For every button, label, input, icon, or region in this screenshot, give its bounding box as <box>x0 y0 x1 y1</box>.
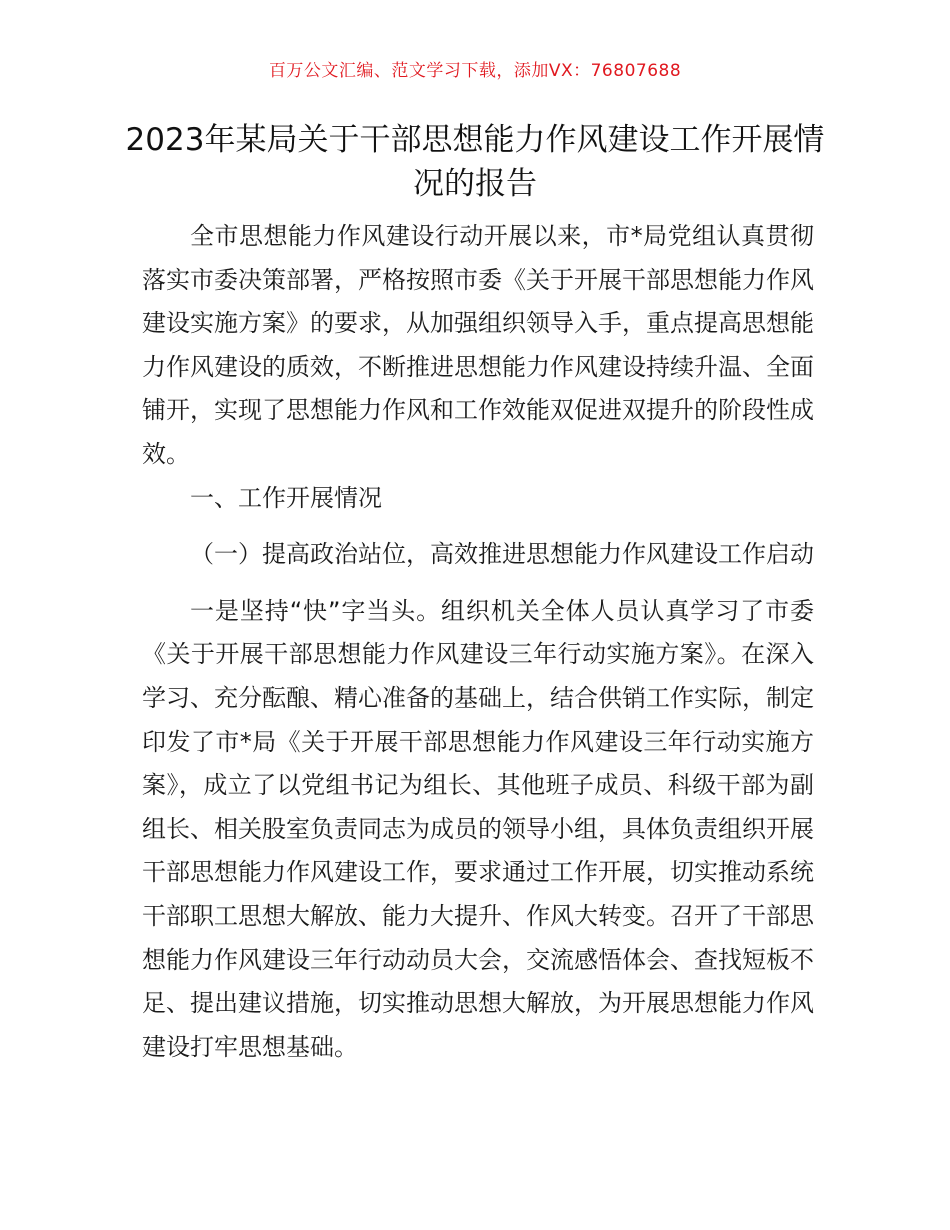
header-note: 百万公文汇编、范文学习下载，添加VX：76807688 <box>268 61 682 81</box>
point-paragraph: 一是坚持“快”字当头。组织机关全体人员认真学习了市委《关于开展干部思想能力作风建设三年行动实施方案》。在深入学习、充分酝酿、精心准备的基础上，结合供销工作实际，制定印发了市*局《关于开展干部思想能力作风建设三年行动实施方案》，成立了以党组书记为组长、其他班子成员、科级干部为副组长、相关股室负责同志为成员的领导小组，具体负责组织开展干部思想能力作风建设工作，要求通过工作开展，切实推动系统干部职工思想大解放、能力大提升、作风大转变。召开了干部思想能力作风建设三年行动动员大会，交流感悟体会、查找短板不足、提出建议措施，切实推动思想大解放，为开展思想能力作风建设打牢思想基础。 <box>142 596 814 1061</box>
document-title: 2023年某局关于干部思想能力作风建设工作开展情况的报告 <box>125 122 825 202</box>
section-heading: 一、工作开展情况 <box>190 483 382 512</box>
document-body <box>142 215 814 1069</box>
intro-paragraph: 全市思想能力作风建设行动开展以来，市*局党组认真贯彻落实市委决策部署，严格按照市委《关于开展干部思想能力作风建设实施方案》的要求，从加强组织领导入手，重点提高思想能力作风建设的质效，不断推进思想能力作风建设持续升温、全面铺开，实现了思想能力作风和工作效能双促进双提升的阶段性成效。 <box>142 222 814 468</box>
subsection-heading: （一）提高政治站位，高效推进思想能力作风建设工作启动 <box>190 540 814 569</box>
